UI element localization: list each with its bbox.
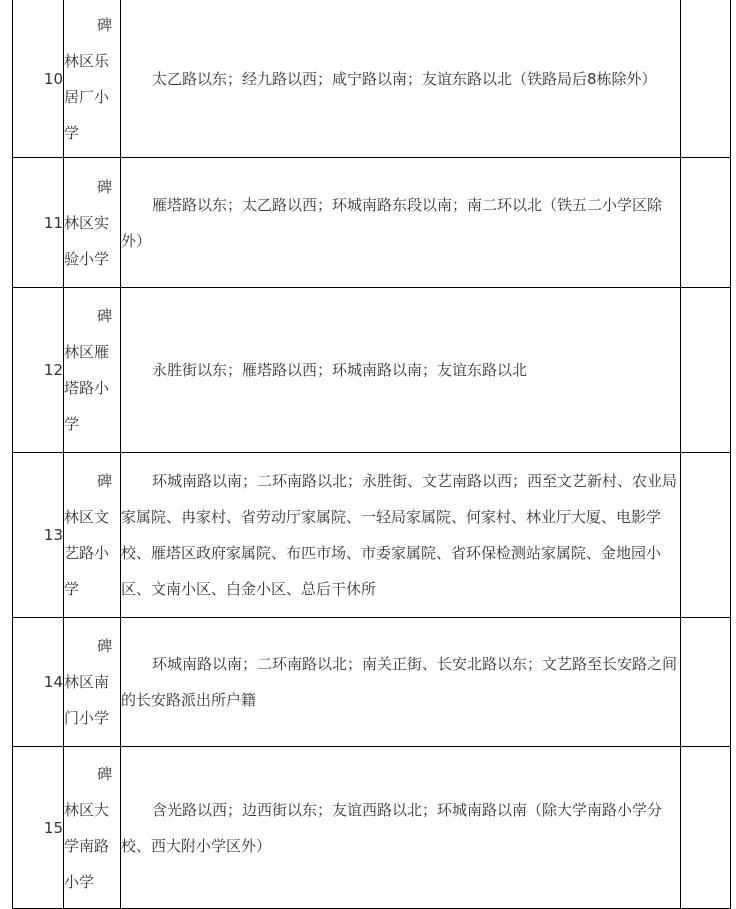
row-number: 10 bbox=[13, 0, 64, 158]
school-name-line: 碑 bbox=[97, 764, 113, 783]
school-name-line: 林区实 bbox=[64, 213, 110, 232]
school-name bbox=[64, 158, 121, 288]
school-name bbox=[64, 288, 121, 453]
school-name-line: 艺路小 bbox=[64, 544, 110, 562]
table-row bbox=[13, 618, 731, 747]
empty-cell bbox=[681, 158, 731, 288]
district-area: 永胜街以东；雁塔路以西；环城南路以南；友谊东路以北 bbox=[121, 288, 681, 453]
school-name-line: 验小学 bbox=[64, 249, 110, 268]
school-name-line: 小学 bbox=[64, 872, 95, 891]
district-area: 含光路以西；边西街以东；友谊西路以北；环城南路以南（除大学南路小学分校、西大附小学区外） bbox=[121, 747, 681, 909]
school-name-line: 林区南 bbox=[64, 673, 110, 691]
empty-cell bbox=[681, 453, 731, 618]
empty-cell bbox=[681, 618, 731, 747]
table-row bbox=[13, 288, 731, 453]
school-name-line: 居厂小 bbox=[64, 87, 110, 106]
school-name-line: 碑 bbox=[97, 472, 113, 490]
school-name-line: 学 bbox=[64, 123, 80, 142]
district-area: 环城南路以南；二环南路以北；永胜街、文艺南路以西；西至文艺新村、农业局家属院、冉家村、省劳动厅家属院、一轻局家属院、何家村、林业厅大厦、电影学校、雁塔区政府家属院、布匹市场、市委家属院、省环保检测站家属院、金地园小区、文南小区、白金小区、总后干休所 bbox=[121, 453, 681, 618]
school-name-line: 塔路小 bbox=[64, 379, 110, 397]
row-number: 12 bbox=[13, 288, 64, 453]
row-number: 11 bbox=[13, 158, 64, 288]
district-area: 雁塔路以东；太乙路以西；环城南路东段以南；南二环以北（铁五二小学区除外） bbox=[121, 158, 681, 288]
school-name-line: 学南路 bbox=[64, 836, 110, 855]
school-name-line: 门小学 bbox=[64, 709, 110, 727]
school-name-line: 碑 bbox=[97, 177, 113, 196]
row-number: 15 bbox=[13, 747, 64, 909]
school-name bbox=[64, 618, 121, 747]
empty-cell bbox=[681, 288, 731, 453]
empty-cell bbox=[681, 0, 731, 158]
table-row bbox=[13, 0, 731, 158]
school-name-line: 林区大 bbox=[64, 800, 110, 819]
school-name-line: 碑 bbox=[97, 15, 113, 34]
school-name-line: 林区雁 bbox=[64, 343, 110, 361]
school-name bbox=[64, 0, 121, 158]
school-name-line: 碑 bbox=[97, 637, 113, 655]
row-number: 13 bbox=[13, 453, 64, 618]
district-area: 环城南路以南；二环南路以北；南关正街、长安北路以东；文艺路至长安路之间的长安路派出所户籍 bbox=[121, 618, 681, 747]
school-district-table bbox=[12, 0, 731, 909]
empty-cell bbox=[681, 747, 731, 909]
school-name-line: 碑 bbox=[97, 307, 113, 325]
district-area: 太乙路以东；经九路以西；咸宁路以南；友谊东路以北（铁路局后8栋除外） bbox=[121, 0, 681, 158]
school-name-line: 林区乐 bbox=[64, 51, 110, 70]
table-row bbox=[13, 158, 731, 288]
table-row bbox=[13, 453, 731, 618]
table-row bbox=[13, 747, 731, 909]
school-name bbox=[64, 747, 121, 909]
school-name-line: 林区文 bbox=[64, 508, 110, 526]
school-name-line: 学 bbox=[64, 415, 80, 433]
school-name-line: 学 bbox=[64, 580, 80, 598]
school-name bbox=[64, 453, 121, 618]
row-number: 14 bbox=[13, 618, 64, 747]
